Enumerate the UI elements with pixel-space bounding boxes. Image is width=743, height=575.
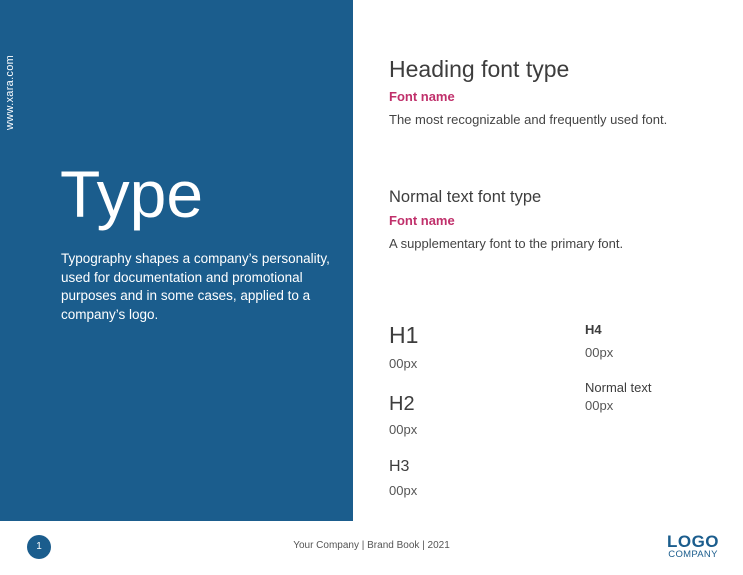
normal-font-name: Font name	[389, 213, 455, 228]
h4-label: H4	[585, 322, 602, 337]
heading-font-description: The most recognizable and frequently used font.	[389, 112, 668, 127]
left-panel	[0, 0, 353, 521]
h3-size: 00px	[389, 483, 418, 498]
normal-text-label: Normal text	[585, 380, 652, 395]
h2-size: 00px	[389, 422, 418, 437]
intro-paragraph: Typography shapes a company’s personality, used for documentation and promotional purposes and in some cases, applied to a company’s logo.	[61, 251, 330, 322]
normal-font-title: Normal text font type	[389, 188, 542, 206]
h3-label: H3	[389, 458, 410, 475]
heading-font-title: Heading font type	[389, 56, 570, 82]
logo-main-text: LOGO	[666, 532, 720, 551]
heading-font-name: Font name	[389, 89, 455, 104]
company-logo	[664, 533, 722, 560]
normal-font-description: A supplementary font to the primary font.	[389, 236, 624, 251]
h1-size: 00px	[389, 356, 418, 371]
logo-sub-text: COMPANY	[668, 549, 718, 560]
page-title: Type	[60, 157, 204, 231]
normal-text-size: 00px	[585, 398, 614, 413]
h4-size: 00px	[585, 345, 614, 360]
footer-text: Your Company | Brand Book | 2021	[293, 540, 450, 551]
h2-label: H2	[389, 393, 415, 415]
site-url[interactable]: www.xara.com	[4, 54, 16, 130]
h1-label: H1	[389, 322, 419, 348]
page-number-badge: 1	[27, 535, 51, 559]
